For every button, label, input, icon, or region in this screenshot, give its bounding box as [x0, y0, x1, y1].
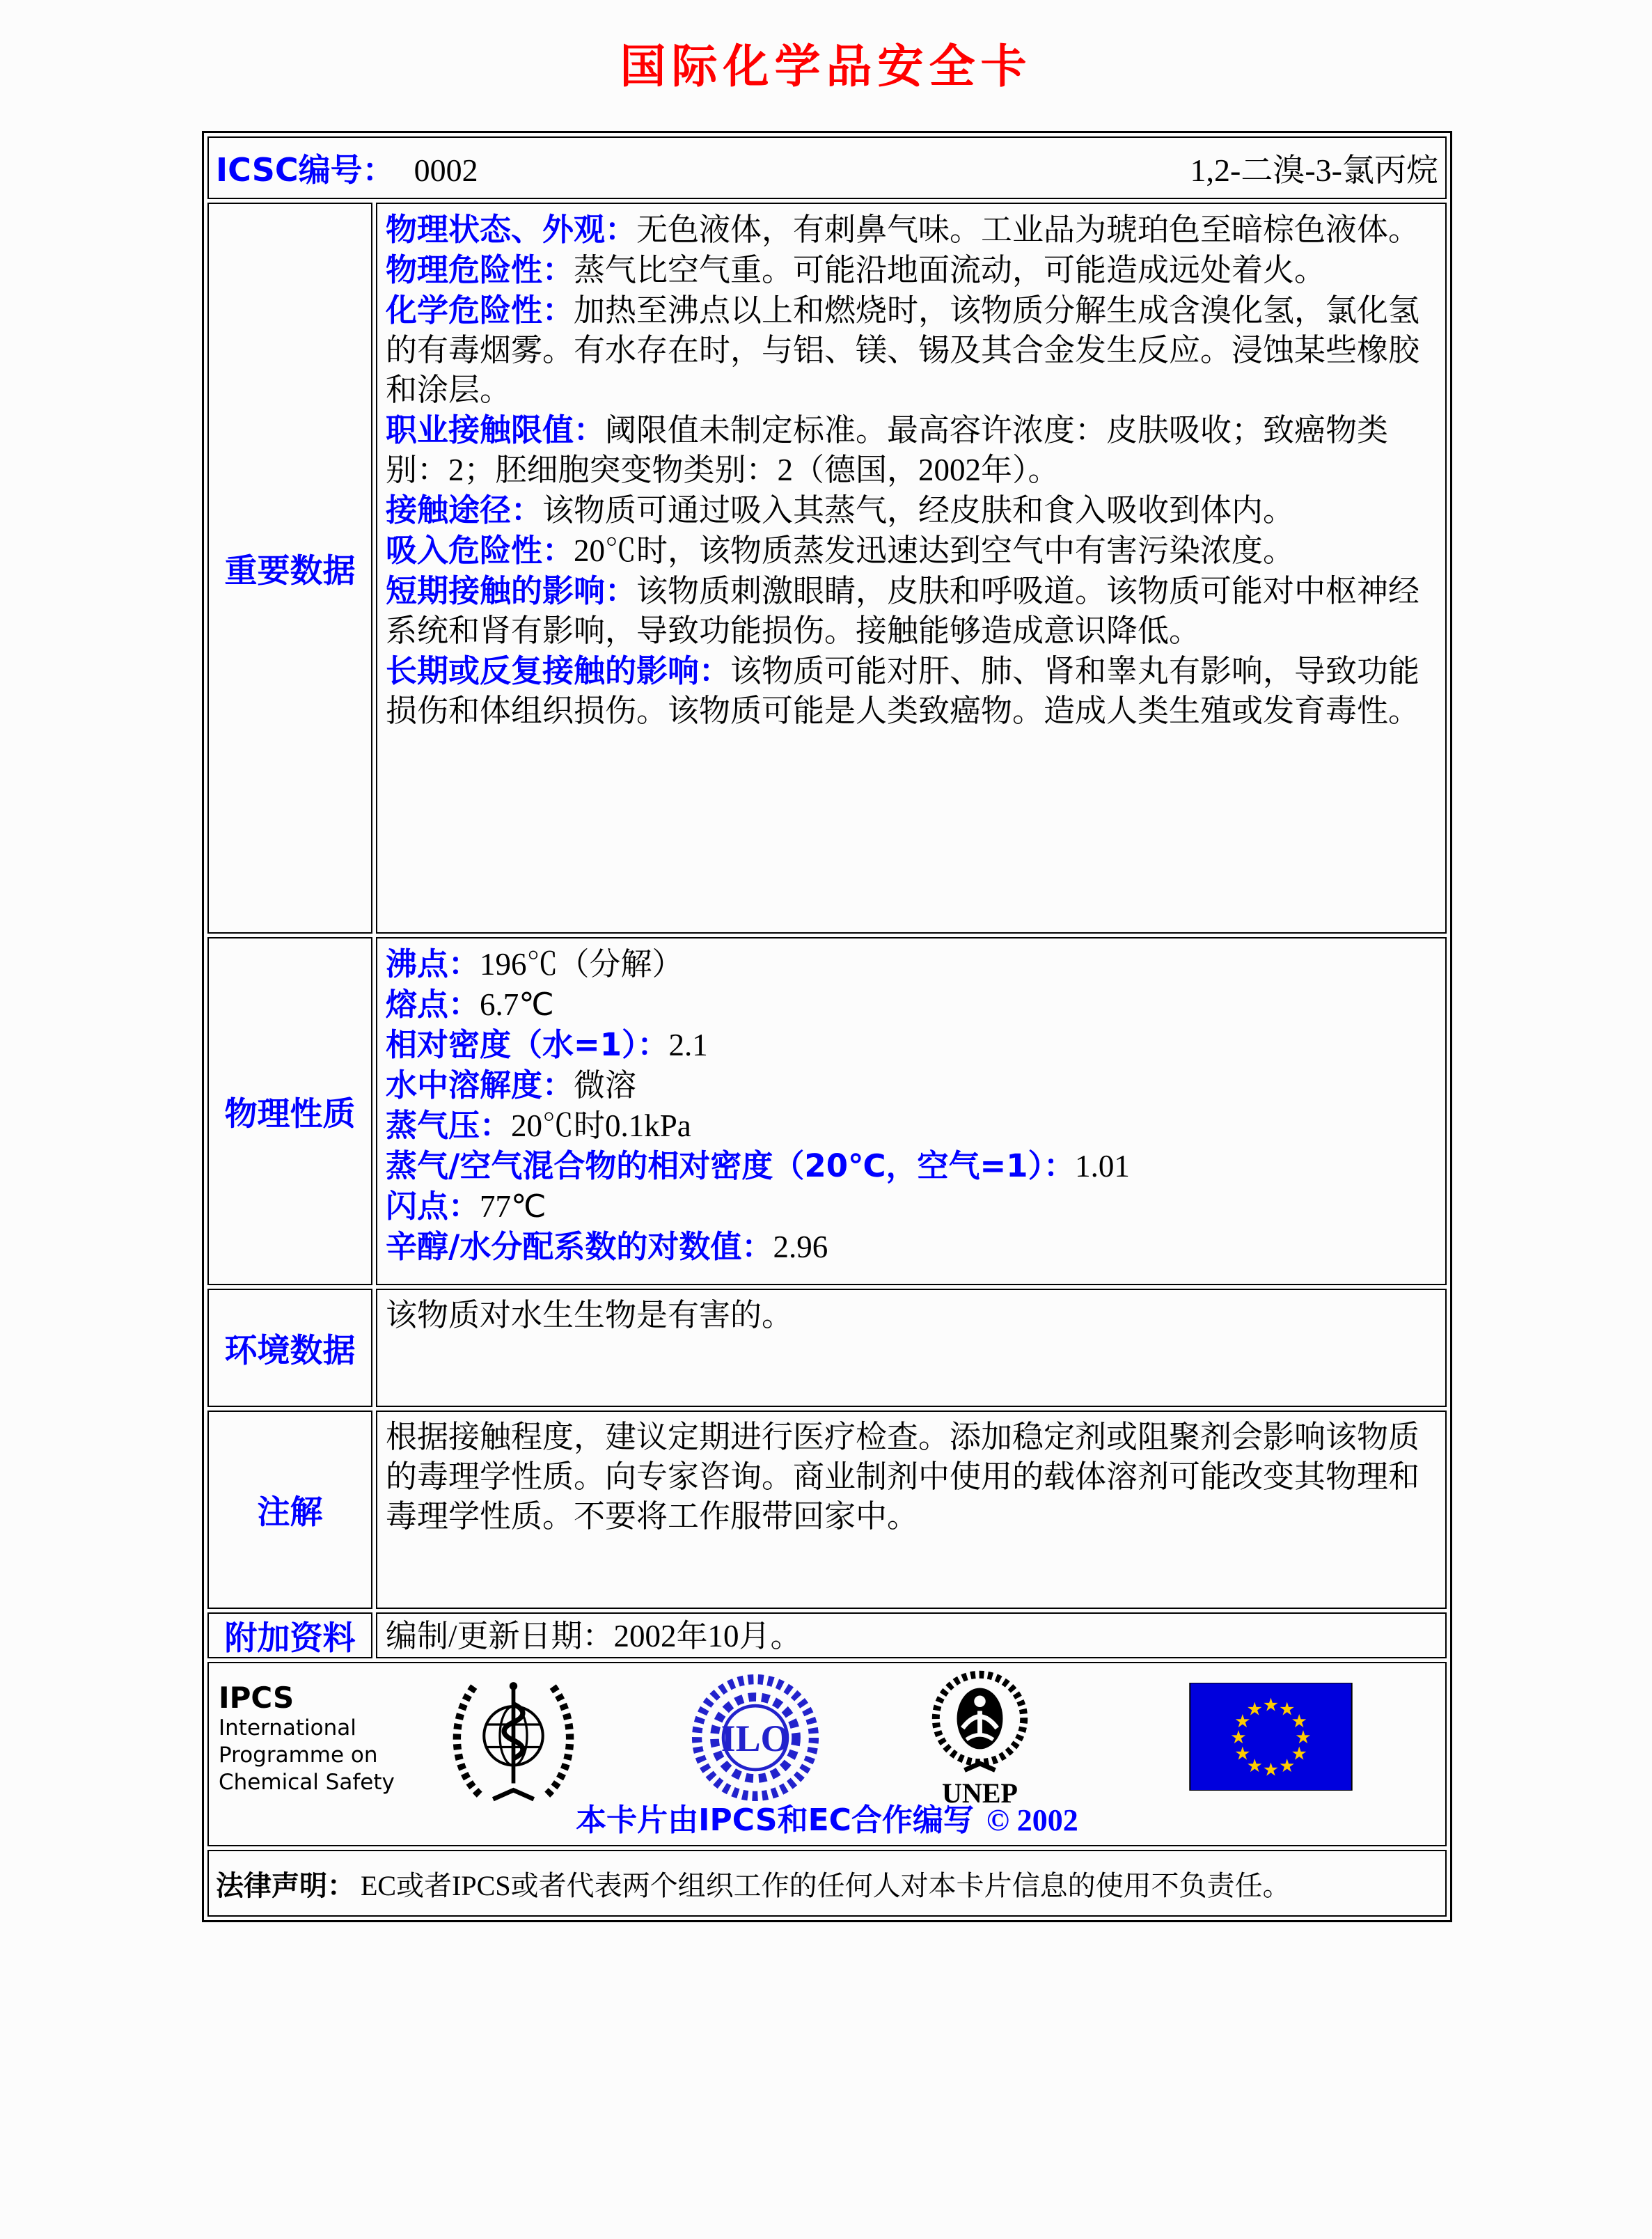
field-label: 蒸气/空气混合物的相对密度（20℃，空气=1）：: [386, 1147, 1076, 1184]
section-label-notes: 注解: [207, 1411, 372, 1609]
field-label: 接触途径：: [386, 492, 543, 528]
svg-text:★: ★: [1291, 1743, 1307, 1765]
field-value: 2.1: [668, 1028, 708, 1062]
field-line: [386, 531, 1437, 571]
field-value: 1.01: [1075, 1149, 1130, 1184]
field-line: [386, 410, 1437, 490]
svg-text:★: ★: [1262, 1759, 1280, 1781]
important-data-content: [376, 203, 1447, 934]
field-label: 职业接触限值：: [386, 411, 606, 448]
field-label: 物理状态、外观：: [386, 211, 637, 248]
field-line: [386, 571, 1437, 651]
svg-text:★: ★: [1230, 1727, 1247, 1749]
ipcs-subtitle-line3: Chemical Safety: [219, 1770, 395, 1795]
svg-text:★: ★: [1291, 1711, 1307, 1732]
field-label: 沸点：: [386, 945, 480, 982]
unep-logo-block: [922, 1669, 1037, 1809]
field-label: 熔点：: [386, 986, 480, 1023]
field-line: [386, 210, 1437, 250]
eu-flag-icon: [1189, 1683, 1353, 1791]
field-line: [386, 490, 1437, 531]
svg-text:★: ★: [1295, 1727, 1312, 1749]
field-line: [386, 1065, 1437, 1106]
environment-data-content: [376, 1289, 1447, 1407]
field-line: [386, 250, 1437, 290]
unep-wordmark: UNEP: [942, 1777, 1018, 1809]
field-label: 水中溶解度：: [386, 1067, 574, 1103]
field-line: [386, 1106, 1437, 1146]
field-value: 20℃时0.1kPa: [511, 1108, 691, 1143]
additional-info-text: 编制/更新日期：2002年10月。: [386, 1619, 802, 1653]
card-table: [202, 131, 1452, 1922]
field-label: 物理危险性：: [386, 251, 574, 288]
field-line: [386, 1025, 1437, 1065]
field-value: 196℃（分解）: [480, 947, 684, 982]
ilo-icon: [689, 1672, 821, 1804]
field-value: 77℃: [480, 1189, 546, 1224]
svg-text:★: ★: [1246, 1699, 1263, 1720]
svg-text:★: ★: [1234, 1711, 1251, 1732]
ipcs-title: IPCS: [219, 1681, 294, 1715]
field-value: 加热至沸点以上和燃烧时，该物质分解生成含溴化氢，氯化氢的有毒烟雾。有水存在时，与铝、镁、锡及其合金发生反应。浸蚀某些橡胶和涂层。: [386, 293, 1420, 407]
notes-content: [376, 1411, 1447, 1609]
field-value: 蒸气比空气重。可能沿地面流动，可能造成远处着火。: [574, 253, 1326, 288]
field-line: [386, 1146, 1437, 1186]
icsc-number-group: [216, 145, 478, 191]
unep-icon: [922, 1669, 1037, 1779]
field-value: 该物质可能对肝、肺、肾和睾丸有影响，导致功能损伤和体组织损伤。该物质可能是人类致癌物。造成人类生殖或发育毒性。: [386, 654, 1420, 728]
field-value: 微溶: [574, 1068, 637, 1103]
svg-text:★: ★: [1262, 1695, 1280, 1716]
svg-text:ILO: ILO: [721, 1718, 790, 1759]
section-label-important-data: 重要数据: [207, 203, 372, 934]
field-label: 蒸气压：: [386, 1107, 512, 1144]
footer-logos-row: [207, 1662, 1447, 1846]
field-label: 短期接触的影响：: [386, 572, 637, 609]
caption-text: 本卡片由IPCS和EC合作编写: [576, 1802, 974, 1838]
legal-label: 法律声明：: [216, 1869, 355, 1902]
ipcs-text-block: [219, 1681, 395, 1796]
section-label-additional-info: 附加资料: [207, 1612, 372, 1658]
field-line: [386, 984, 1437, 1025]
svg-text:★: ★: [1246, 1755, 1263, 1777]
ipcs-subtitle-line1: International: [219, 1715, 356, 1741]
field-value: 6.7℃: [480, 987, 554, 1022]
who-icon: [446, 1670, 581, 1806]
field-value: 该物质可通过吸入其蒸气，经皮肤和食入吸收到体内。: [542, 493, 1295, 528]
field-line: [386, 944, 1437, 984]
section-label-environment-data: 环境数据: [207, 1289, 372, 1407]
field-line: [386, 1186, 1437, 1227]
physical-properties-content: [376, 937, 1447, 1285]
footer-caption: [209, 1795, 1445, 1839]
svg-text:★: ★: [1279, 1755, 1296, 1777]
legal-text: EC或者IPCS或者代表两个组织工作的任何人对本卡片信息的使用不负责任。: [361, 1869, 1291, 1901]
additional-info-content: [376, 1612, 1447, 1658]
field-line: [386, 651, 1437, 731]
field-label: 闪点：: [386, 1188, 480, 1225]
field-label: 化学危险性：: [386, 292, 574, 329]
caption-copyright: © 2002: [986, 1803, 1078, 1837]
field-value: 20℃时，该物质蒸发迅速达到空气中有害污染浓度。: [574, 533, 1295, 568]
svg-text:★: ★: [1279, 1699, 1296, 1720]
environment-data-text: 该物质对水生生物是有害的。: [386, 1298, 794, 1333]
field-value: 2.96: [773, 1230, 828, 1264]
icsc-number-label: ICSC编号：: [216, 151, 395, 189]
field-line: [386, 290, 1437, 410]
field-value: 无色液体，有刺鼻气味。工业品为琥珀色至暗棕色液体。: [636, 212, 1420, 247]
field-label: 长期或反复接触的影响：: [386, 652, 731, 689]
field-value: 阈限值未制定标准。最高容许浓度：皮肤吸收；致癌物类别：2；胚细胞突变物类别：2（德国，2002年）。: [386, 413, 1389, 487]
legal-disclaimer-row: [207, 1850, 1447, 1917]
page-title: 国际化学品安全卡: [620, 40, 1032, 93]
field-label: 辛醇/水分配系数的对数值：: [386, 1228, 773, 1265]
chemical-name: 1,2-二溴-3-氯丙烷: [1190, 152, 1438, 188]
field-label: 相对密度（水=1）：: [386, 1026, 669, 1063]
header-row: [207, 136, 1447, 199]
field-line: [386, 1227, 1437, 1267]
notes-text: 根据接触程度，建议定期进行医疗检查。添加稳定剂或阻聚剂会影响该物质的毒理学性质。向专家咨询。商业制剂中使用的载体溶剂可能改变其物理和毒理学性质。不要将工作服带回家中。: [386, 1420, 1420, 1534]
icsc-number-value: 0002: [414, 152, 478, 188]
field-label: 吸入危险性：: [386, 532, 574, 569]
field-value: 该物质刺激眼睛，皮肤和呼吸道。该物质可能对中枢神经系统和肾有影响，导致功能损伤。接触能够造成意识降低。: [386, 574, 1420, 648]
section-label-physical-properties: 物理性质: [207, 937, 372, 1285]
svg-text:★: ★: [1234, 1743, 1251, 1765]
ipcs-subtitle-line2: Programme on: [219, 1743, 378, 1768]
